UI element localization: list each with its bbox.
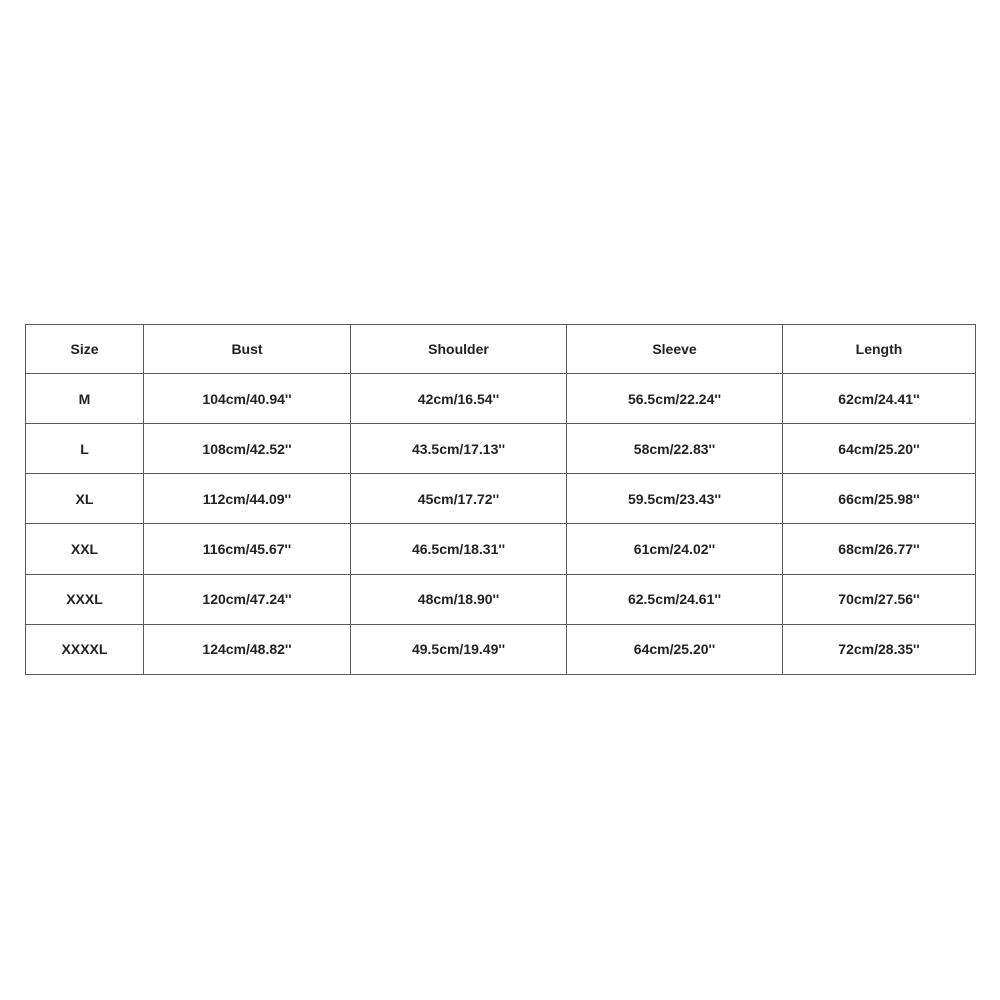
table-row [26,524,976,574]
length-cell: 66cm/25.98'' [783,474,976,524]
sleeve-cell: 59.5cm/23.43'' [567,474,783,524]
shoulder-cell: 48cm/18.90'' [351,574,567,624]
table-row [26,574,976,624]
length-cell: 72cm/28.35'' [783,624,976,674]
bust-cell: 104cm/40.94'' [144,374,351,424]
size-chart-body [26,374,976,675]
size-cell: M [26,374,144,424]
header-shoulder: Shoulder [351,325,567,374]
table-row [26,374,976,424]
length-cell: 62cm/24.41'' [783,374,976,424]
table-row [26,424,976,474]
size-chart-header [26,325,976,374]
sleeve-cell: 58cm/22.83'' [567,424,783,474]
shoulder-cell: 46.5cm/18.31'' [351,524,567,574]
header-sleeve: Sleeve [567,325,783,374]
bust-cell: 116cm/45.67'' [144,524,351,574]
size-cell: XXL [26,524,144,574]
length-cell: 70cm/27.56'' [783,574,976,624]
sleeve-cell: 61cm/24.02'' [567,524,783,574]
sleeve-cell: 64cm/25.20'' [567,624,783,674]
size-cell: L [26,424,144,474]
length-cell: 68cm/26.77'' [783,524,976,574]
bust-cell: 124cm/48.82'' [144,624,351,674]
table-row [26,624,976,674]
bust-cell: 120cm/47.24'' [144,574,351,624]
bust-cell: 112cm/44.09'' [144,474,351,524]
header-row [26,325,976,374]
shoulder-cell: 45cm/17.72'' [351,474,567,524]
sleeve-cell: 62.5cm/24.61'' [567,574,783,624]
sleeve-cell: 56.5cm/22.24'' [567,374,783,424]
shoulder-cell: 49.5cm/19.49'' [351,624,567,674]
header-size: Size [26,325,144,374]
shoulder-cell: 43.5cm/17.13'' [351,424,567,474]
header-bust: Bust [144,325,351,374]
size-cell: XL [26,474,144,524]
size-cell: XXXL [26,574,144,624]
size-cell: XXXXL [26,624,144,674]
length-cell: 64cm/25.20'' [783,424,976,474]
bust-cell: 108cm/42.52'' [144,424,351,474]
table-row [26,474,976,524]
shoulder-cell: 42cm/16.54'' [351,374,567,424]
size-chart-table [25,324,976,675]
header-length: Length [783,325,976,374]
